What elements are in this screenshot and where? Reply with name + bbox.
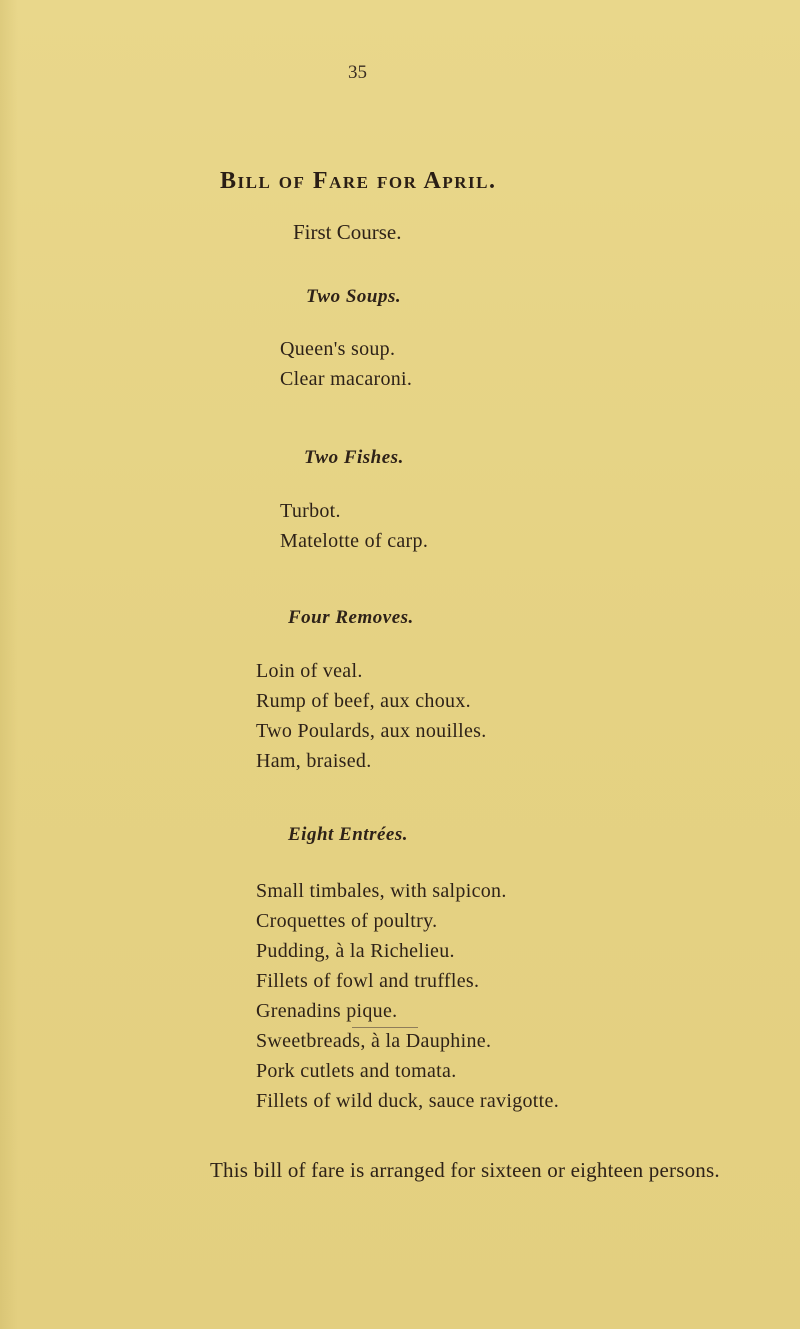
menu-item: Two Poulards, aux nouilles. bbox=[256, 720, 487, 742]
menu-item: Sweetbreads, à la Dauphine. bbox=[256, 1030, 492, 1052]
menu-item: Croquettes of poultry. bbox=[256, 910, 438, 932]
menu-item: Rump of beef, aux choux. bbox=[256, 690, 471, 712]
menu-item: Clear macaroni. bbox=[280, 368, 413, 390]
page-number: 35 bbox=[348, 62, 367, 83]
section-heading-soups: Two Soups. bbox=[306, 286, 402, 307]
menu-item: Fillets of fowl and truffles. bbox=[256, 970, 480, 992]
menu-item: Fillets of wild duck, sauce ravigotte. bbox=[256, 1090, 560, 1112]
menu-item: Turbot. bbox=[280, 500, 341, 522]
menu-item: Small timbales, with salpicon. bbox=[256, 880, 507, 902]
menu-item: Pork cutlets and tomata. bbox=[256, 1060, 457, 1082]
page-title: Bill of Fare for April. bbox=[220, 168, 497, 194]
footer-note: This bill of fare is arranged for sixteen or eighteen persons. bbox=[210, 1158, 720, 1182]
section-heading-removes: Four Removes. bbox=[288, 607, 414, 628]
menu-item: Grenadins pique. bbox=[256, 1000, 398, 1022]
section-heading-entrees: Eight Entrées. bbox=[288, 824, 408, 845]
menu-item: Pudding, à la Richelieu. bbox=[256, 940, 455, 962]
menu-item: Loin of veal. bbox=[256, 660, 363, 682]
ink-dash bbox=[352, 1027, 418, 1028]
menu-item: Queen's soup. bbox=[280, 338, 396, 360]
menu-item: Ham, braised. bbox=[256, 750, 372, 772]
menu-item: Matelotte of carp. bbox=[280, 530, 429, 552]
section-heading-fishes: Two Fishes. bbox=[304, 447, 404, 468]
course-heading: First Course. bbox=[293, 220, 402, 244]
